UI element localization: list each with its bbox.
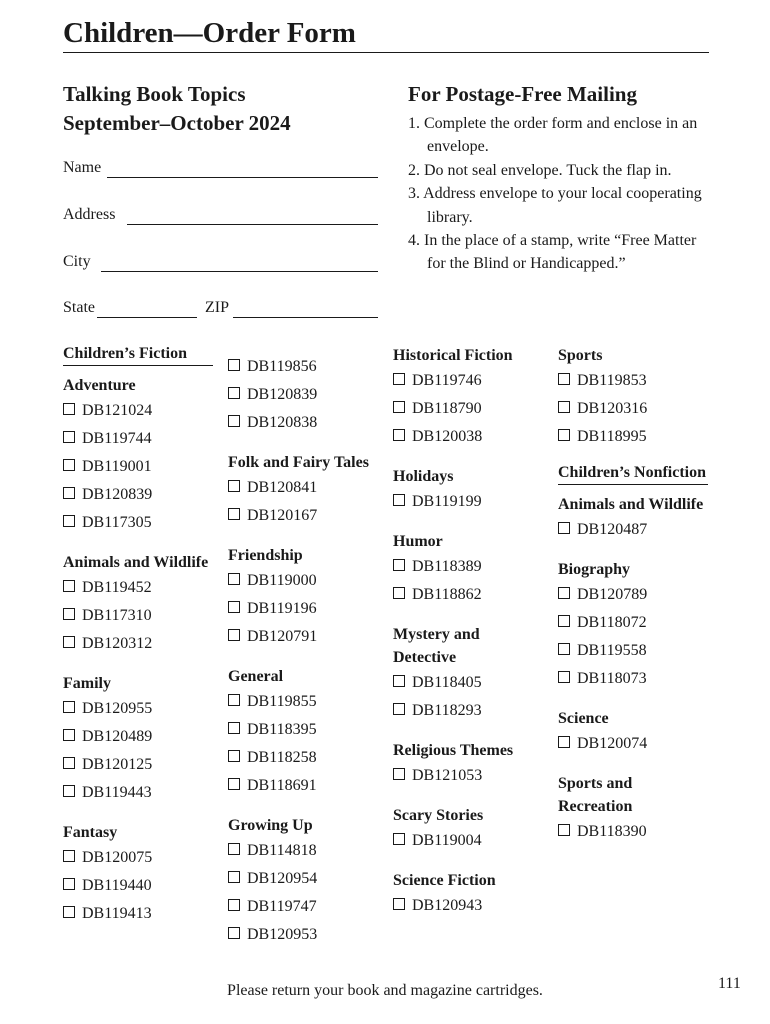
book-number: DB121024 xyxy=(82,402,153,419)
checkbox-icon[interactable] xyxy=(228,694,240,706)
order-column-1 xyxy=(63,342,215,928)
book-number: DB119452 xyxy=(82,579,152,596)
book-number: DB120953 xyxy=(247,926,318,943)
checkbox-icon[interactable] xyxy=(393,768,405,780)
book-number: DB118395 xyxy=(247,721,317,738)
book-order-item[interactable] xyxy=(228,502,380,530)
book-order-item[interactable] xyxy=(63,602,215,630)
checkbox-icon[interactable] xyxy=(63,906,75,918)
book-order-item[interactable] xyxy=(63,779,215,807)
address-field[interactable] xyxy=(63,205,378,225)
checkbox-icon[interactable] xyxy=(393,429,405,441)
checkbox-icon[interactable] xyxy=(63,515,75,527)
book-order-item[interactable] xyxy=(393,553,545,581)
book-number: DB119747 xyxy=(247,898,317,915)
checkbox-icon[interactable] xyxy=(558,373,570,385)
book-number: DB118691 xyxy=(247,777,317,794)
book-order-item[interactable] xyxy=(228,772,380,800)
subject-heading: Humor xyxy=(393,533,443,550)
checkbox-icon[interactable] xyxy=(63,431,75,443)
order-column-3 xyxy=(393,344,545,920)
book-order-item[interactable] xyxy=(228,381,380,409)
subject-heading: Friendship xyxy=(228,547,303,564)
book-number: DB118389 xyxy=(412,558,482,575)
book-order-item[interactable] xyxy=(228,688,380,716)
book-number: DB118405 xyxy=(412,674,482,691)
checkbox-icon[interactable] xyxy=(63,701,75,713)
checkbox-icon[interactable] xyxy=(393,494,405,506)
address-input-line[interactable] xyxy=(127,210,378,225)
subject-heading: Biography xyxy=(558,561,631,578)
subject-heading: Adventure xyxy=(63,377,136,394)
checkbox-icon[interactable] xyxy=(63,785,75,797)
book-number: DB118995 xyxy=(577,428,647,445)
book-order-item[interactable] xyxy=(63,574,215,602)
book-number: DB119199 xyxy=(412,493,482,510)
name-field[interactable] xyxy=(63,158,378,178)
book-order-item[interactable] xyxy=(393,697,545,725)
book-order-item[interactable] xyxy=(63,751,215,779)
book-number: DB120943 xyxy=(412,897,483,914)
checkbox-icon[interactable] xyxy=(228,480,240,492)
checkbox-icon[interactable] xyxy=(558,615,570,627)
book-number: DB120125 xyxy=(82,756,153,773)
subject-heading: Science Fiction xyxy=(393,872,496,889)
book-order-item[interactable] xyxy=(558,637,710,665)
checkbox-icon[interactable] xyxy=(393,587,405,599)
subject-heading: Growing Up xyxy=(228,817,313,834)
book-number: DB120838 xyxy=(247,414,318,431)
name-input-line[interactable] xyxy=(107,163,378,178)
book-number: DB120487 xyxy=(577,521,648,538)
book-order-item[interactable] xyxy=(228,409,380,437)
checkbox-icon[interactable] xyxy=(393,373,405,385)
checkbox-icon[interactable] xyxy=(558,429,570,441)
checkbox-icon[interactable] xyxy=(558,736,570,748)
checkbox-icon[interactable] xyxy=(228,778,240,790)
name-label: Name xyxy=(63,159,102,176)
zip-label: ZIP xyxy=(205,299,229,316)
checkbox-icon[interactable] xyxy=(228,750,240,762)
checkbox-icon[interactable] xyxy=(63,757,75,769)
subject-heading: Science xyxy=(558,710,609,727)
book-number: DB119001 xyxy=(82,458,152,475)
subject-heading: Sports xyxy=(558,347,603,364)
book-order-item[interactable] xyxy=(63,695,215,723)
book-order-item[interactable] xyxy=(393,892,545,920)
book-order-item[interactable] xyxy=(63,844,215,872)
book-number: DB117305 xyxy=(82,514,152,531)
book-order-item[interactable] xyxy=(63,900,215,928)
checkbox-icon[interactable] xyxy=(228,843,240,855)
book-order-item[interactable] xyxy=(63,425,215,453)
book-number: DB117310 xyxy=(82,607,152,624)
book-number: DB119558 xyxy=(577,642,647,659)
city-field[interactable] xyxy=(63,252,378,272)
checkbox-icon[interactable] xyxy=(228,927,240,939)
state-zip-field[interactable] xyxy=(63,298,378,318)
book-number: DB118258 xyxy=(247,749,317,766)
checkbox-icon[interactable] xyxy=(228,387,240,399)
book-number: DB119196 xyxy=(247,600,317,617)
subject-heading: Scary Stories xyxy=(393,807,484,824)
checkbox-icon[interactable] xyxy=(63,459,75,471)
checkbox-icon[interactable] xyxy=(63,403,75,415)
book-order-item[interactable] xyxy=(228,837,380,865)
zip-input-line[interactable] xyxy=(233,303,378,318)
book-order-item[interactable] xyxy=(558,818,710,846)
checkbox-icon[interactable] xyxy=(228,601,240,613)
checkbox-icon[interactable] xyxy=(558,587,570,599)
book-number: DB118862 xyxy=(412,586,482,603)
subject-heading: Historical Fiction xyxy=(393,347,513,364)
book-order-item[interactable] xyxy=(228,744,380,772)
subject-heading: Fantasy xyxy=(63,824,118,841)
city-label: City xyxy=(63,253,91,270)
checkbox-icon[interactable] xyxy=(558,522,570,534)
book-order-item[interactable] xyxy=(228,865,380,893)
subject-heading: Sports and Recreation xyxy=(558,775,633,815)
book-order-item[interactable] xyxy=(558,581,710,609)
checkbox-icon[interactable] xyxy=(393,898,405,910)
book-order-item[interactable] xyxy=(393,488,545,516)
checkbox-icon[interactable] xyxy=(228,871,240,883)
book-order-item[interactable] xyxy=(558,423,710,451)
book-number: DB120841 xyxy=(247,479,318,496)
book-number: DB119000 xyxy=(247,572,317,589)
book-order-item[interactable] xyxy=(228,595,380,623)
book-order-item[interactable] xyxy=(393,827,545,855)
book-number: DB120839 xyxy=(247,386,318,403)
checkbox-icon[interactable] xyxy=(63,878,75,890)
book-number: DB120789 xyxy=(577,586,648,603)
publication-title: Talking Book Topics xyxy=(63,82,246,106)
city-input-line[interactable] xyxy=(101,257,378,272)
checkbox-icon[interactable] xyxy=(393,675,405,687)
instruction-step: 4. In the place of a stamp, write “Free Matter for the Blind or Handicapped.” xyxy=(408,232,697,273)
checkbox-icon[interactable] xyxy=(63,850,75,862)
book-order-item[interactable] xyxy=(228,623,380,651)
subject-heading: Animals and Wildlife xyxy=(558,496,704,513)
category-heading: Children’s Fiction xyxy=(63,342,213,366)
publication-issue: September–October 2024 xyxy=(63,111,291,135)
subject-heading: Family xyxy=(63,675,111,692)
checkbox-icon[interactable] xyxy=(228,722,240,734)
book-order-item[interactable] xyxy=(63,723,215,751)
order-column-2 xyxy=(228,353,380,949)
book-number: DB119853 xyxy=(577,372,647,389)
state-label: State xyxy=(63,299,95,316)
book-order-item[interactable] xyxy=(63,397,215,425)
book-order-item[interactable] xyxy=(393,423,545,451)
book-order-item[interactable] xyxy=(558,516,710,544)
book-order-item[interactable] xyxy=(393,669,545,697)
checkbox-icon[interactable] xyxy=(63,729,75,741)
book-number: DB120312 xyxy=(82,635,153,652)
book-number: DB121053 xyxy=(412,767,483,784)
book-order-item[interactable] xyxy=(228,921,380,949)
checkbox-icon[interactable] xyxy=(228,508,240,520)
book-order-item[interactable] xyxy=(228,893,380,921)
book-order-item[interactable] xyxy=(228,474,380,502)
book-number: DB118390 xyxy=(577,823,647,840)
book-order-item[interactable] xyxy=(63,872,215,900)
book-order-item[interactable] xyxy=(558,395,710,423)
subject-heading: General xyxy=(228,668,284,685)
checkbox-icon[interactable] xyxy=(63,636,75,648)
checkbox-icon[interactable] xyxy=(228,359,240,371)
book-number: DB119443 xyxy=(82,784,152,801)
checkbox-icon[interactable] xyxy=(228,899,240,911)
book-order-item[interactable] xyxy=(228,353,380,381)
book-number: DB114818 xyxy=(247,842,317,859)
book-number: DB120955 xyxy=(82,700,153,717)
page-number: 111 xyxy=(718,975,741,992)
checkbox-icon[interactable] xyxy=(393,833,405,845)
book-order-item[interactable] xyxy=(228,567,380,595)
checkbox-icon[interactable] xyxy=(558,643,570,655)
book-order-item[interactable] xyxy=(558,367,710,395)
book-order-item[interactable] xyxy=(393,395,545,423)
page-title: Children—Order Form xyxy=(63,14,709,53)
category-heading: Children’s Nonfiction xyxy=(558,461,708,485)
subject-heading: Mystery and Detective xyxy=(393,626,480,666)
publication-header xyxy=(63,80,291,138)
subject-heading: Animals and Wildlife xyxy=(63,554,209,571)
checkbox-icon[interactable] xyxy=(558,401,570,413)
book-number: DB120167 xyxy=(247,507,318,524)
book-number: DB120075 xyxy=(82,849,153,866)
book-number: DB120038 xyxy=(412,428,483,445)
book-number: DB120791 xyxy=(247,628,318,645)
book-number: DB119746 xyxy=(412,372,482,389)
book-order-item[interactable] xyxy=(393,762,545,790)
book-number: DB120954 xyxy=(247,870,318,887)
book-order-item[interactable] xyxy=(63,453,215,481)
checkbox-icon[interactable] xyxy=(393,703,405,715)
instruction-step: 2. Do not seal envelope. Tuck the flap in. xyxy=(408,161,672,179)
checkbox-icon[interactable] xyxy=(393,401,405,413)
book-number: DB119413 xyxy=(82,905,152,922)
book-number: DB120316 xyxy=(577,400,648,417)
instruction-step: 1. Complete the order form and enclose in an envelope. xyxy=(408,115,698,156)
book-number: DB119440 xyxy=(82,877,152,894)
checkbox-icon[interactable] xyxy=(63,487,75,499)
book-number: DB120839 xyxy=(82,486,153,503)
checkbox-icon[interactable] xyxy=(558,671,570,683)
subject-heading: Religious Themes xyxy=(393,742,514,759)
book-number: DB118790 xyxy=(412,400,482,417)
book-number: DB119744 xyxy=(82,430,152,447)
mailing-instructions xyxy=(408,112,718,276)
book-number: DB119004 xyxy=(412,832,482,849)
book-order-item[interactable] xyxy=(393,367,545,395)
checkbox-icon[interactable] xyxy=(558,824,570,836)
checkbox-icon[interactable] xyxy=(63,580,75,592)
book-number: DB119856 xyxy=(247,358,317,375)
book-number: DB118072 xyxy=(577,614,647,631)
book-order-item[interactable] xyxy=(558,609,710,637)
book-order-item[interactable] xyxy=(393,581,545,609)
book-number: DB119855 xyxy=(247,693,317,710)
book-order-item[interactable] xyxy=(63,481,215,509)
book-order-item[interactable] xyxy=(63,630,215,658)
book-number: DB118073 xyxy=(577,670,647,687)
book-order-item[interactable] xyxy=(228,716,380,744)
book-order-item[interactable] xyxy=(558,665,710,693)
state-input-line[interactable] xyxy=(97,303,197,318)
subject-heading: Holidays xyxy=(393,468,454,485)
order-column-4 xyxy=(558,344,710,846)
checkbox-icon[interactable] xyxy=(228,629,240,641)
address-label: Address xyxy=(63,206,116,223)
subject-heading: Folk and Fairy Tales xyxy=(228,454,369,471)
book-number: DB120074 xyxy=(577,735,648,752)
checkbox-icon[interactable] xyxy=(393,559,405,571)
checkbox-icon[interactable] xyxy=(63,608,75,620)
book-order-item[interactable] xyxy=(558,730,710,758)
instruction-step: 3. Address envelope to your local cooperating library. xyxy=(408,185,702,226)
book-number: DB120489 xyxy=(82,728,153,745)
book-number: DB118293 xyxy=(412,702,482,719)
checkbox-icon[interactable] xyxy=(228,573,240,585)
checkbox-icon[interactable] xyxy=(228,415,240,427)
book-order-item[interactable] xyxy=(63,509,215,537)
footer-note: Please return your book and magazine cartridges. xyxy=(227,982,543,999)
mailing-title: For Postage-Free Mailing xyxy=(408,82,637,106)
